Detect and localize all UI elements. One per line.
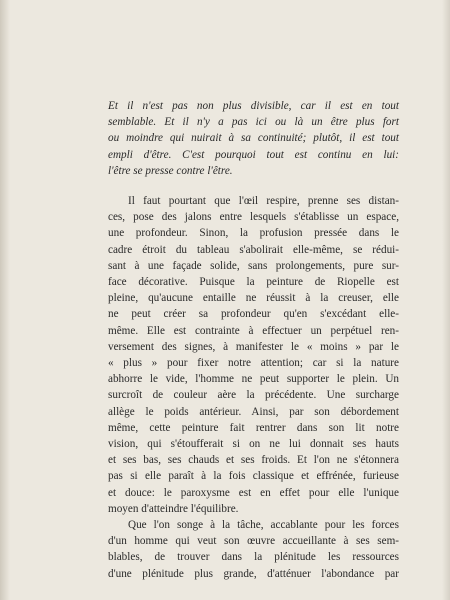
text-line: Il faut pourtant que l'œil respire, prenne ses distan- [128,195,399,208]
text-line: une profondeur. Sinon, la profusion pressée dans le [108,227,399,240]
text-block [108,98,399,582]
text-line: allège le poids antérieur. Ainsi, par son débordement [108,405,399,418]
text-line: vision, qui s'étoufferait si on ne lui donnait ses hauts [108,438,399,451]
text-line: empli d'être. C'est pourquoi tout est continu en lui: [108,148,399,161]
text-line: Que l'on songe à la tâche, accablante pour les forces [128,519,399,532]
text-line: même. Elle est contrainte à effectuer un perpétuel ren- [108,324,399,337]
text-line: abhorre le vide, l'homme ne peut supporter le plein. Un [108,373,399,386]
text-line: et ses bas, ses chauds et ses froids. Et l'on ne s'étonnera [108,454,399,467]
italic-quote-paragraph [108,98,399,179]
text-line: même, cette peinture fait rentrer dans son lit notre [108,421,399,434]
text-line: ces, pose des jalons entre lesquels s'établisse un espace, [108,211,399,224]
text-line: pleine, qu'aucune entaille ne réussit à la creuser, elle [108,292,399,305]
text-line: cadre étroit du tableau s'abolirait elle-même, se rédui- [108,243,399,256]
text-line: pas si elle paraît à la fois classique et effrénée, furieuse [108,470,399,483]
text-line: Et il n'est pas non plus divisible, car il est en tout [108,100,399,112]
text-line: d'une plénitude plus grande, d'atténuer l'abondance par [108,567,399,580]
body-paragraph-2 [108,517,399,582]
text-line: l'être se presse contre l'être. [108,164,233,177]
text-line: blables, de trouver dans la plénitude les ressources [108,551,399,564]
text-line: face décorative. Puisque la peinture de Riopelle est [108,276,399,289]
text-line: et douce: le paroxysme est en effet pour elle l'unique [108,486,399,499]
text-line: d'un homme qui veut son œuvre accueillante à ses sem- [108,535,399,548]
body-paragraph-1 [108,193,399,517]
text-line: semblable. Et il n'y a pas ici ou là un être plus fort [108,116,399,129]
text-line: sant à une façade solide, sans prolongements, pure sur- [108,259,399,272]
text-line: « plus » pour fixer notre attention; car si la nature [108,357,399,370]
text-line: moyen d'atteindre l'équilibre. [108,502,239,515]
text-line: surcroît de couleur aère la précédente. Une surcharge [108,389,399,402]
page-gutter-shadow [0,0,10,600]
text-line: versement des signes, à manifester le « moins » par le [108,340,399,353]
page-edge-shadow [442,0,450,600]
paragraph-gap [108,179,399,193]
text-line: ne peut créer sa profondeur qu'en s'excédant elle- [108,308,399,321]
text-line: ou moindre qui nuirait à sa continuité; plutôt, il est tout [108,132,399,145]
